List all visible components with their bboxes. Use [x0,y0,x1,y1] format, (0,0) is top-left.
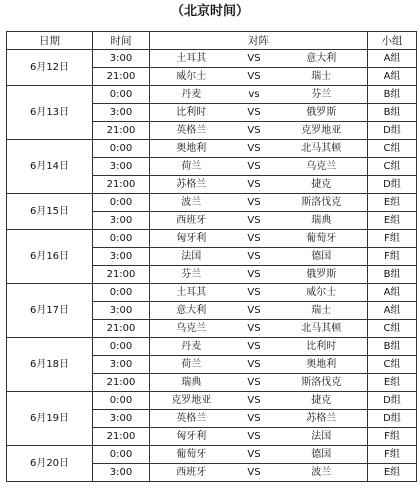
time-cell: 3:00 [93,248,150,266]
time-cell: 0:00 [93,230,150,248]
time-cell: 21:00 [93,320,150,338]
group-cell: D组 [368,176,417,194]
table-row [7,284,417,302]
away-team-cell: 乌克兰 [276,158,368,176]
date-cell: 6月17日 [7,284,93,338]
home-team-cell: 葡萄牙 [150,446,233,464]
vs-cell: VS [233,194,276,212]
away-team-cell: 德国 [276,248,368,266]
vs-cell: VS [233,212,276,230]
vs-cell: VS [233,104,276,122]
group-cell: C组 [368,356,417,374]
away-team-cell: 俄罗斯 [276,104,368,122]
time-cell: 3:00 [93,302,150,320]
table-row [7,194,417,212]
away-team-cell: 奥地利 [276,356,368,374]
time-cell: 0:00 [93,86,150,104]
vs-cell: VS [233,374,276,392]
table-row [7,446,417,464]
away-team-cell: 北马其顿 [276,320,368,338]
group-cell: A组 [368,50,417,68]
group-cell: A组 [368,284,417,302]
date-cell: 6月12日 [7,50,93,86]
home-team-cell: 荷兰 [150,158,233,176]
table-row [7,50,417,68]
home-team-cell: 瑞典 [150,374,233,392]
vs-cell: VS [233,338,276,356]
time-cell: 3:00 [93,356,150,374]
time-cell: 0:00 [93,338,150,356]
time-cell: 3:00 [93,104,150,122]
date-cell: 6月18日 [7,338,93,392]
away-team-cell: 威尔士 [276,284,368,302]
vs-cell: VS [233,464,276,482]
vs-cell: VS [233,140,276,158]
away-team-cell: 葡萄牙 [276,230,368,248]
table-row [7,86,417,104]
vs-cell: VS [233,266,276,284]
group-cell: D组 [368,410,417,428]
vs-cell: VS [233,50,276,68]
home-team-cell: 英格兰 [150,410,233,428]
time-cell: 0:00 [93,446,150,464]
away-team-cell: 瑞典 [276,212,368,230]
time-cell: 21:00 [93,176,150,194]
vs-cell: VS [233,158,276,176]
home-team-cell: 土耳其 [150,50,233,68]
vs-cell: VS [233,176,276,194]
group-cell: D组 [368,392,417,410]
away-team-cell: 瑞士 [276,68,368,86]
time-cell: 0:00 [93,392,150,410]
vs-cell: VS [233,302,276,320]
group-cell: C组 [368,140,417,158]
date-cell: 6月13日 [7,86,93,140]
time-cell: 3:00 [93,464,150,482]
group-cell: F组 [368,446,417,464]
group-cell: F组 [368,428,417,446]
time-cell: 21:00 [93,266,150,284]
date-cell: 6月15日 [7,194,93,230]
home-team-cell: 意大利 [150,302,233,320]
away-team-cell: 克罗地亚 [276,122,368,140]
time-cell: 3:00 [93,410,150,428]
group-cell: B组 [368,104,417,122]
group-cell: B组 [368,266,417,284]
home-team-cell: 芬兰 [150,266,233,284]
away-team-cell: 捷克 [276,392,368,410]
vs-cell: VS [233,284,276,302]
home-team-cell: 英格兰 [150,122,233,140]
schedule-table [6,31,417,482]
group-cell: F组 [368,248,417,266]
group-cell: E组 [368,374,417,392]
away-team-cell: 比利时 [276,338,368,356]
vs-cell: VS [233,68,276,86]
time-cell: 21:00 [93,428,150,446]
header-group: 小组 [368,32,417,50]
away-team-cell: 俄罗斯 [276,266,368,284]
home-team-cell: 匈牙利 [150,230,233,248]
home-team-cell: 克罗地亚 [150,392,233,410]
away-team-cell: 芬兰 [276,86,368,104]
away-team-cell: 北马其顿 [276,140,368,158]
away-team-cell: 瑞士 [276,302,368,320]
vs-cell: vs [233,86,276,104]
schedule-body [7,50,417,482]
home-team-cell: 土耳其 [150,284,233,302]
date-cell: 6月20日 [7,446,93,482]
home-team-cell: 威尔士 [150,68,233,86]
group-cell: A组 [368,68,417,86]
group-cell: B组 [368,338,417,356]
home-team-cell: 法国 [150,248,233,266]
vs-cell: VS [233,230,276,248]
header-date: 日期 [7,32,93,50]
home-team-cell: 匈牙利 [150,428,233,446]
group-cell: E组 [368,464,417,482]
time-cell: 3:00 [93,50,150,68]
vs-cell: VS [233,410,276,428]
home-team-cell: 丹麦 [150,86,233,104]
vs-cell: VS [233,248,276,266]
time-cell: 0:00 [93,194,150,212]
group-cell: E组 [368,194,417,212]
vs-cell: VS [233,356,276,374]
date-cell: 6月19日 [7,392,93,446]
vs-cell: VS [233,320,276,338]
group-cell: D组 [368,122,417,140]
home-team-cell: 西班牙 [150,212,233,230]
home-team-cell: 比利时 [150,104,233,122]
table-row [7,392,417,410]
home-team-cell: 西班牙 [150,464,233,482]
group-cell: C组 [368,320,417,338]
table-row [7,140,417,158]
away-team-cell: 斯洛伐克 [276,374,368,392]
home-team-cell: 乌克兰 [150,320,233,338]
time-cell: 3:00 [93,212,150,230]
table-row [7,230,417,248]
away-team-cell: 波兰 [276,464,368,482]
group-cell: A组 [368,302,417,320]
home-team-cell: 苏格兰 [150,176,233,194]
away-team-cell: 意大利 [276,50,368,68]
time-cell: 3:00 [93,158,150,176]
away-team-cell: 德国 [276,446,368,464]
away-team-cell: 捷克 [276,176,368,194]
home-team-cell: 丹麦 [150,338,233,356]
table-row [7,338,417,356]
time-cell: 0:00 [93,284,150,302]
home-team-cell: 荷兰 [150,356,233,374]
time-cell: 21:00 [93,374,150,392]
header-row [7,32,417,50]
page-title: （北京时间） [170,4,249,19]
home-team-cell: 奥地利 [150,140,233,158]
vs-cell: VS [233,446,276,464]
away-team-cell: 斯洛伐克 [276,194,368,212]
time-cell: 21:00 [93,122,150,140]
away-team-cell: 法国 [276,428,368,446]
header-time: 时间 [93,32,150,50]
group-cell: C组 [368,158,417,176]
date-cell: 6月16日 [7,230,93,284]
group-cell: F组 [368,230,417,248]
home-team-cell: 波兰 [150,194,233,212]
group-cell: E组 [368,212,417,230]
vs-cell: VS [233,122,276,140]
time-cell: 0:00 [93,140,150,158]
away-team-cell: 苏格兰 [276,410,368,428]
vs-cell: VS [233,392,276,410]
header-match: 对阵 [150,32,368,50]
time-cell: 21:00 [93,68,150,86]
date-cell: 6月14日 [7,140,93,194]
vs-cell: VS [233,428,276,446]
group-cell: B组 [368,86,417,104]
